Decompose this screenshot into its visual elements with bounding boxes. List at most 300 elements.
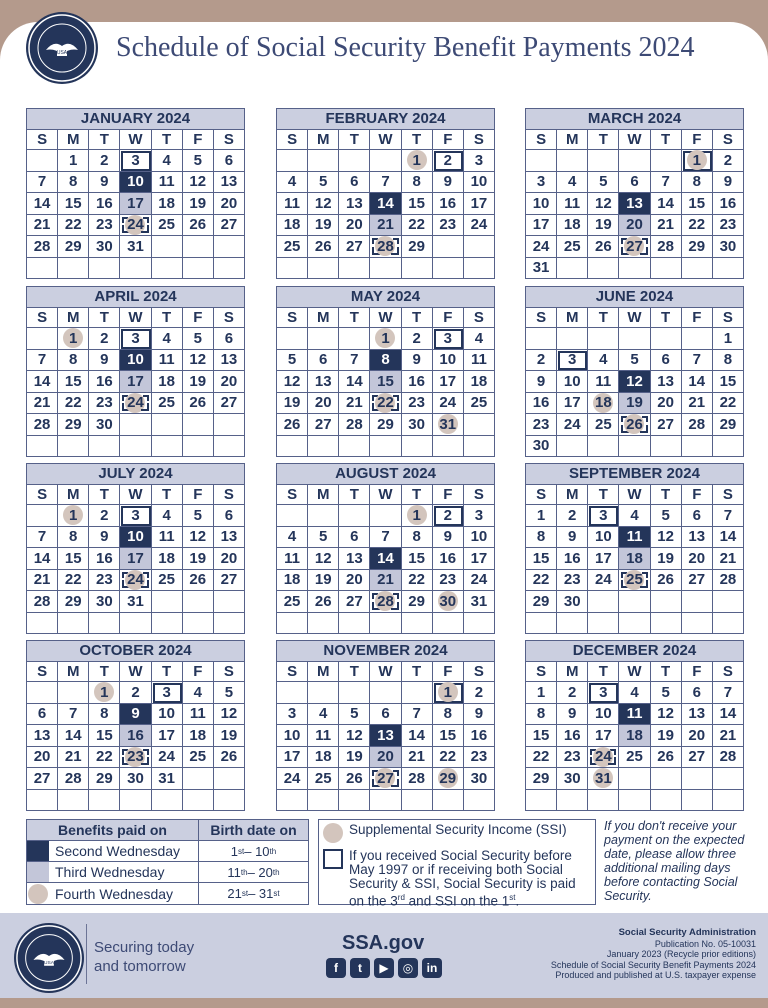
day-cell: 11: [152, 527, 183, 549]
empty-day-cell: [58, 790, 89, 812]
weekday-header: S: [214, 130, 245, 150]
empty-day-cell: [651, 613, 682, 635]
day-cell: 6: [682, 682, 713, 704]
weekday-header: W: [619, 485, 650, 505]
empty-day-cell: [619, 790, 650, 812]
day-cell: 29: [402, 236, 433, 258]
empty-day-cell: [308, 613, 339, 635]
day-cell: 23: [557, 570, 588, 592]
day-cell: 27: [214, 215, 245, 237]
weekday-header: S: [214, 308, 245, 328]
month-title: DECEMBER 2024: [525, 640, 744, 662]
month-calendar: [276, 463, 495, 634]
day-cell: 14: [713, 704, 744, 726]
weekday-header: W: [120, 308, 151, 328]
day-cell: 18: [588, 393, 619, 415]
day-cell: 18: [619, 548, 650, 570]
empty-day-cell: [682, 436, 713, 458]
empty-day-cell: [89, 613, 120, 635]
bottom-strip: [0, 998, 768, 1008]
day-cell: 23: [526, 414, 557, 436]
empty-day-cell: [588, 790, 619, 812]
month-title: FEBRUARY 2024: [276, 108, 495, 130]
day-cell: 13: [651, 371, 682, 393]
day-cell: 3: [588, 682, 619, 704]
empty-day-cell: [152, 236, 183, 258]
day-cell: 22: [433, 747, 464, 769]
day-cell: 1: [682, 150, 713, 172]
day-cell: 16: [557, 725, 588, 747]
day-cell: 22: [370, 393, 401, 415]
day-cell: 15: [402, 193, 433, 215]
day-cell: 29: [370, 414, 401, 436]
day-cell: 24: [277, 768, 308, 790]
day-cell: 24: [588, 570, 619, 592]
day-cell: 14: [58, 725, 89, 747]
day-cell: 26: [183, 570, 214, 592]
day-cell: 11: [308, 725, 339, 747]
weekday-header: S: [713, 130, 744, 150]
day-cell: 27: [682, 570, 713, 592]
youtube-icon[interactable]: ▶: [374, 958, 394, 978]
weekday-header: F: [682, 308, 713, 328]
day-cell: 25: [557, 236, 588, 258]
instagram-icon[interactable]: ◎: [398, 958, 418, 978]
empty-day-cell: [277, 150, 308, 172]
day-cell: 10: [464, 527, 495, 549]
day-cell: 25: [277, 591, 308, 613]
ssa-seal-icon: [26, 12, 98, 84]
day-cell: 19: [651, 548, 682, 570]
day-cell: 28: [339, 414, 370, 436]
day-cell: 15: [682, 193, 713, 215]
weekday-header: F: [183, 485, 214, 505]
empty-day-cell: [682, 613, 713, 635]
weekday-header: T: [89, 130, 120, 150]
month-title: NOVEMBER 2024: [276, 640, 495, 662]
empty-day-cell: [651, 768, 682, 790]
top-bar: [0, 0, 768, 24]
weekday-header: W: [370, 662, 401, 682]
empty-day-cell: [619, 328, 650, 350]
day-cell: 23: [89, 215, 120, 237]
day-cell: 11: [464, 350, 495, 372]
weekday-header: M: [58, 130, 89, 150]
day-cell: 28: [402, 768, 433, 790]
day-cell: 8: [526, 704, 557, 726]
day-cell: 22: [682, 215, 713, 237]
day-cell: 25: [152, 393, 183, 415]
empty-day-cell: [89, 436, 120, 458]
day-cell: 13: [370, 725, 401, 747]
day-cell: 9: [402, 350, 433, 372]
day-cell: 4: [619, 505, 650, 527]
month-calendar: [26, 640, 245, 811]
day-cell: 22: [402, 215, 433, 237]
day-cell: 17: [464, 193, 495, 215]
day-cell: 2: [89, 328, 120, 350]
day-cell: 24: [152, 747, 183, 769]
month-title: JANUARY 2024: [26, 108, 245, 130]
empty-day-cell: [682, 768, 713, 790]
day-cell: 3: [433, 328, 464, 350]
day-cell: 15: [526, 548, 557, 570]
day-cell: 26: [339, 768, 370, 790]
empty-day-cell: [27, 790, 58, 812]
empty-day-cell: [713, 790, 744, 812]
day-cell: 27: [682, 747, 713, 769]
day-cell: 16: [713, 193, 744, 215]
empty-day-cell: [370, 613, 401, 635]
day-cell: 1: [58, 505, 89, 527]
day-cell: 28: [713, 570, 744, 592]
day-cell: 17: [120, 371, 151, 393]
empty-day-cell: [339, 613, 370, 635]
day-cell: 28: [713, 747, 744, 769]
day-cell: 13: [27, 725, 58, 747]
weekday-header: S: [713, 308, 744, 328]
empty-day-cell: [557, 436, 588, 458]
day-cell: 7: [370, 527, 401, 549]
day-cell: 9: [557, 704, 588, 726]
day-cell: 22: [58, 215, 89, 237]
day-cell: 8: [682, 172, 713, 194]
day-cell: 28: [651, 236, 682, 258]
social-icons: [326, 958, 442, 978]
day-cell: 18: [277, 215, 308, 237]
day-cell: 24: [464, 215, 495, 237]
day-cell: 25: [619, 570, 650, 592]
day-cell: 11: [183, 704, 214, 726]
empty-day-cell: [183, 613, 214, 635]
day-cell: 27: [214, 570, 245, 592]
day-cell: 13: [214, 172, 245, 194]
empty-day-cell: [214, 768, 245, 790]
empty-day-cell: [308, 682, 339, 704]
pub-org: Social Security Administration: [618, 927, 756, 938]
day-cell: 22: [58, 570, 89, 592]
weekday-header: M: [557, 130, 588, 150]
day-cell: 10: [277, 725, 308, 747]
linkedin-icon[interactable]: in: [422, 958, 442, 978]
weekday-header: M: [308, 308, 339, 328]
day-cell: 27: [370, 768, 401, 790]
day-cell: 3: [120, 150, 151, 172]
empty-day-cell: [277, 505, 308, 527]
weekday-header: W: [370, 130, 401, 150]
weekday-header: T: [89, 308, 120, 328]
day-cell: 4: [619, 682, 650, 704]
day-cell: 7: [713, 682, 744, 704]
day-cell: 10: [120, 350, 151, 372]
day-cell: 26: [308, 591, 339, 613]
empty-day-cell: [339, 436, 370, 458]
empty-day-cell: [152, 591, 183, 613]
weekday-header: T: [588, 662, 619, 682]
empty-day-cell: [214, 236, 245, 258]
day-cell: 27: [308, 414, 339, 436]
empty-day-cell: [557, 328, 588, 350]
day-cell: 25: [308, 768, 339, 790]
weekday-header: T: [339, 308, 370, 328]
empty-day-cell: [27, 150, 58, 172]
empty-day-cell: [27, 505, 58, 527]
day-cell: 2: [89, 150, 120, 172]
day-cell: 3: [277, 704, 308, 726]
day-cell: 29: [526, 768, 557, 790]
weekday-header: W: [370, 485, 401, 505]
day-cell: 9: [464, 704, 495, 726]
day-cell: 4: [152, 505, 183, 527]
day-cell: 23: [120, 747, 151, 769]
day-cell: 21: [651, 215, 682, 237]
day-cell: 8: [402, 527, 433, 549]
day-cell: 28: [58, 768, 89, 790]
empty-day-cell: [619, 150, 650, 172]
day-cell: 19: [339, 747, 370, 769]
day-cell: 24: [464, 570, 495, 592]
day-cell: 19: [308, 570, 339, 592]
empty-day-cell: [183, 414, 214, 436]
day-cell: 30: [433, 591, 464, 613]
day-cell: 2: [557, 505, 588, 527]
day-cell: 29: [433, 768, 464, 790]
day-cell: 7: [27, 172, 58, 194]
day-cell: 26: [588, 236, 619, 258]
day-cell: 1: [402, 505, 433, 527]
weekday-header: F: [433, 485, 464, 505]
day-cell: 10: [588, 704, 619, 726]
empty-day-cell: [370, 258, 401, 280]
empty-day-cell: [682, 591, 713, 613]
day-cell: 25: [183, 747, 214, 769]
weekday-header: F: [183, 130, 214, 150]
day-cell: 13: [682, 704, 713, 726]
day-cell: 8: [713, 350, 744, 372]
weekday-header: T: [339, 662, 370, 682]
day-cell: 27: [619, 236, 650, 258]
day-cell: 6: [339, 172, 370, 194]
day-cell: 3: [120, 505, 151, 527]
day-cell: 5: [651, 682, 682, 704]
empty-day-cell: [308, 258, 339, 280]
day-cell: 16: [89, 193, 120, 215]
empty-day-cell: [713, 258, 744, 280]
empty-day-cell: [402, 436, 433, 458]
day-cell: 6: [370, 704, 401, 726]
day-cell: 9: [433, 527, 464, 549]
day-cell: 14: [27, 548, 58, 570]
month-calendar: [26, 463, 245, 634]
ssa-gov-link[interactable]: SSA.gov: [342, 932, 425, 954]
weekday-header: S: [277, 130, 308, 150]
day-cell: 13: [619, 193, 650, 215]
legend-range: 21 st – 31 st: [227, 886, 280, 901]
day-cell: 17: [588, 548, 619, 570]
day-cell: 14: [402, 725, 433, 747]
day-cell: 18: [308, 747, 339, 769]
empty-day-cell: [464, 258, 495, 280]
empty-day-cell: [277, 682, 308, 704]
empty-day-cell: [120, 414, 151, 436]
day-cell: 5: [588, 172, 619, 194]
day-cell: 27: [651, 414, 682, 436]
day-cell: 30: [713, 236, 744, 258]
day-cell: 12: [588, 193, 619, 215]
weekday-header: S: [27, 485, 58, 505]
svg-text:USA: USA: [56, 50, 68, 56]
empty-day-cell: [619, 768, 650, 790]
day-cell: 29: [682, 236, 713, 258]
weekday-header: S: [277, 485, 308, 505]
empty-day-cell: [277, 790, 308, 812]
weekday-header: T: [588, 485, 619, 505]
empty-day-cell: [713, 613, 744, 635]
day-cell: 30: [120, 768, 151, 790]
day-cell: 1: [526, 505, 557, 527]
weekday-header: T: [651, 130, 682, 150]
day-cell: 16: [557, 548, 588, 570]
day-cell: 9: [89, 172, 120, 194]
day-cell: 7: [651, 172, 682, 194]
day-cell: 5: [651, 505, 682, 527]
day-cell: 17: [277, 747, 308, 769]
empty-day-cell: [152, 436, 183, 458]
tagline-line-2: and tomorrow: [94, 958, 186, 975]
day-cell: 7: [339, 350, 370, 372]
empty-day-cell: [152, 613, 183, 635]
day-cell: 8: [58, 350, 89, 372]
empty-day-cell: [27, 436, 58, 458]
empty-day-cell: [651, 258, 682, 280]
day-cell: 22: [89, 747, 120, 769]
day-cell: 9: [713, 172, 744, 194]
day-cell: 27: [339, 591, 370, 613]
empty-day-cell: [152, 258, 183, 280]
day-cell: 28: [370, 591, 401, 613]
day-cell: 25: [152, 570, 183, 592]
day-cell: 17: [433, 371, 464, 393]
day-cell: 20: [214, 193, 245, 215]
day-cell: 29: [58, 414, 89, 436]
day-cell: 18: [277, 570, 308, 592]
day-cell: 26: [183, 215, 214, 237]
empty-day-cell: [433, 613, 464, 635]
empty-day-cell: [433, 236, 464, 258]
weekday-header: S: [27, 308, 58, 328]
empty-day-cell: [308, 150, 339, 172]
day-cell: 30: [89, 236, 120, 258]
footer-divider: [86, 924, 87, 984]
day-cell: 13: [339, 193, 370, 215]
empty-day-cell: [588, 150, 619, 172]
day-cell: 2: [557, 682, 588, 704]
day-cell: 20: [682, 548, 713, 570]
empty-day-cell: [339, 682, 370, 704]
mailing-note: If you don't receive your payment on the expected date, please allow three additional mailing days before contacting Social Security.: [604, 819, 745, 903]
empty-day-cell: [152, 414, 183, 436]
day-cell: 29: [402, 591, 433, 613]
empty-day-cell: [370, 505, 401, 527]
day-cell: 21: [27, 215, 58, 237]
weekday-header: W: [120, 485, 151, 505]
day-cell: 17: [464, 548, 495, 570]
weekday-header: S: [27, 130, 58, 150]
weekday-header: S: [713, 485, 744, 505]
twitter-icon[interactable]: t: [350, 958, 370, 978]
month-calendar: [26, 286, 245, 457]
day-cell: 6: [651, 350, 682, 372]
day-cell: 1: [526, 682, 557, 704]
day-cell: 23: [89, 393, 120, 415]
weekday-header: T: [651, 485, 682, 505]
empty-day-cell: [277, 258, 308, 280]
legend-table: [26, 819, 309, 905]
day-cell: 6: [682, 505, 713, 527]
weekday-header: T: [152, 130, 183, 150]
day-cell: 10: [464, 172, 495, 194]
day-cell: 11: [152, 350, 183, 372]
weekday-header: F: [682, 662, 713, 682]
day-cell: 1: [58, 150, 89, 172]
day-cell: 26: [214, 747, 245, 769]
day-cell: 11: [557, 193, 588, 215]
day-cell: 6: [214, 505, 245, 527]
day-cell: 8: [89, 704, 120, 726]
weekday-header: S: [526, 130, 557, 150]
empty-day-cell: [526, 328, 557, 350]
empty-day-cell: [183, 436, 214, 458]
day-cell: 11: [277, 548, 308, 570]
month-title: SEPTEMBER 2024: [525, 463, 744, 485]
fourth-wednesday-swatch: [27, 884, 49, 904]
day-cell: 9: [557, 527, 588, 549]
day-cell: 26: [277, 414, 308, 436]
empty-day-cell: [277, 613, 308, 635]
empty-day-cell: [619, 258, 650, 280]
day-cell: 13: [682, 527, 713, 549]
day-cell: 1: [89, 682, 120, 704]
day-cell: 25: [152, 215, 183, 237]
day-cell: 10: [433, 350, 464, 372]
weekday-header: T: [588, 130, 619, 150]
day-cell: 23: [464, 747, 495, 769]
empty-day-cell: [588, 258, 619, 280]
empty-day-cell: [308, 790, 339, 812]
day-cell: 12: [651, 527, 682, 549]
legend-label: Second Wednesday: [55, 843, 181, 859]
day-cell: 10: [120, 172, 151, 194]
legend-range: 11 th – 20 th: [227, 864, 280, 880]
empty-day-cell: [89, 258, 120, 280]
svg-text:USA: USA: [44, 960, 55, 966]
empty-day-cell: [308, 328, 339, 350]
empty-day-cell: [464, 613, 495, 635]
day-cell: 20: [651, 393, 682, 415]
facebook-icon[interactable]: f: [326, 958, 346, 978]
day-cell: 30: [464, 768, 495, 790]
day-cell: 8: [58, 172, 89, 194]
day-cell: 21: [370, 215, 401, 237]
empty-day-cell: [588, 436, 619, 458]
day-cell: 12: [651, 704, 682, 726]
day-cell: 31: [464, 591, 495, 613]
day-cell: 18: [557, 215, 588, 237]
empty-day-cell: [58, 258, 89, 280]
day-cell: 25: [588, 414, 619, 436]
day-cell: 13: [308, 371, 339, 393]
day-cell: 3: [464, 505, 495, 527]
